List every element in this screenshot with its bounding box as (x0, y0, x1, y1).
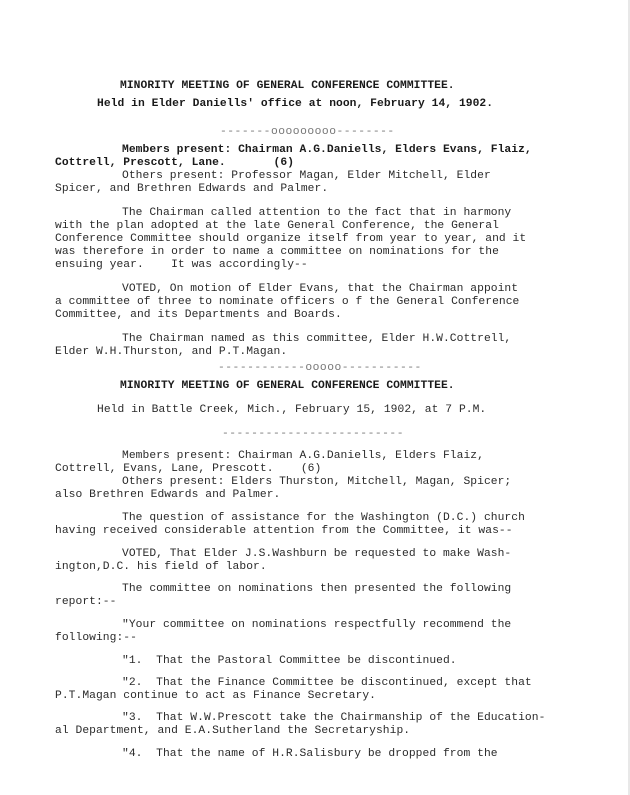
meeting2-divider: ------------------------- (222, 428, 404, 440)
meeting2-others-line1: Others present: Elders Thurston, Mitchell, Magan, Spicer; (122, 476, 512, 488)
meeting2-report-line2: following:-- (55, 632, 137, 644)
meeting2-report-line1: "Your committee on nominations respectfully recommend the (122, 619, 512, 631)
meeting2-members-line2: Cottrell, Evans, Lane, Prescott. (6) (55, 463, 322, 475)
meeting1-chairman-p-line2: with the plan adopted at the late General Conference, the General (55, 220, 499, 232)
meeting1-divider2: ------------ooooo----------- (218, 362, 422, 374)
meeting2-title: MINORITY MEETING OF GENERAL CONFERENCE COMMITTEE. (120, 380, 455, 392)
meeting1-others-line2: Spicer, and Brethren Edwards and Palmer. (55, 183, 329, 195)
meeting1-others-line1: Others present: Professor Magan, Elder Mitchell, Elder (122, 170, 491, 182)
meeting2-voted-line2: ington,D.C. his field of labor. (55, 561, 267, 573)
meeting2-item3-line1: "3. That W.W.Prescott take the Chairmanship of the Education- (122, 712, 546, 724)
meeting2-item3-line2: al Department, and E.A.Sutherland the Secretaryship. (55, 725, 411, 737)
meeting2-nominations-line1: The committee on nominations then presented the following (122, 583, 512, 595)
meeting1-named-line1: The Chairman named as this committee, Elder H.W.Cottrell, (122, 333, 512, 345)
meeting2-others-line2: also Brethren Edwards and Palmer. (55, 489, 281, 501)
meeting2-voted-line1: VOTED, That Elder J.S.Washburn be requested to make Wash- (122, 548, 512, 560)
meeting1-voted-line2: a committee of three to nominate officers o f the General Conference (55, 296, 520, 308)
meeting1-members-line2: Cottrell, Prescott, Lane. (6) (55, 157, 295, 169)
meeting2-item2-line2: P.T.Magan continue to act as Finance Secretary. (55, 690, 376, 702)
meeting1-named-line2: Elder W.H.Thurston, and P.T.Magan. (55, 346, 288, 358)
meeting2-question-line2: having received considerable attention from the Committee, it was-- (55, 525, 513, 537)
meeting1-chairman-p-line3: Conference Committee should organize itself from year to year, and it (55, 233, 527, 245)
meeting2-item4-line1: "4. That the name of H.R.Salisbury be dropped from the (122, 748, 498, 760)
meeting2-item2-line1: "2. That the Finance Committee be discontinued, except that (122, 677, 532, 689)
meeting2-nominations-line2: report:-- (55, 596, 117, 608)
meeting1-voted-line1: VOTED, On motion of Elder Evans, that the Chairman appoint (122, 283, 519, 295)
meeting2-item1: "1. That the Pastoral Committee be discontinued. (122, 655, 457, 667)
meeting2-question-line1: The question of assistance for the Washington (D.C.) church (122, 512, 525, 524)
meeting1-divider: -------ooooooooo-------- (220, 126, 395, 138)
meeting1-title: MINORITY MEETING OF GENERAL CONFERENCE COMMITTEE. (120, 80, 455, 92)
meeting1-chairman-p-line4: was therefore in order to name a committee on nominations for the (55, 246, 499, 258)
meeting2-held-line: Held in Battle Creek, Mich., February 15, 1902, at 7 P.M. (97, 404, 487, 416)
meeting2-members-line1: Members present: Chairman A.G.Daniells, Elders Flaiz, (122, 450, 484, 462)
meeting1-members-line1: Members present: Chairman A.G.Daniells, Elders Evans, Flaiz, (122, 144, 532, 156)
meeting1-held-line: Held in Elder Daniells' office at noon, February 14, 1902. (97, 98, 494, 110)
meeting1-voted-line3: Committee, and its Departments and Boards. (55, 309, 342, 321)
meeting1-chairman-p-line1: The Chairman called attention to the fact that in harmony (122, 207, 512, 219)
meeting1-chairman-p-line5: ensuing year. It was accordingly-- (55, 259, 308, 271)
